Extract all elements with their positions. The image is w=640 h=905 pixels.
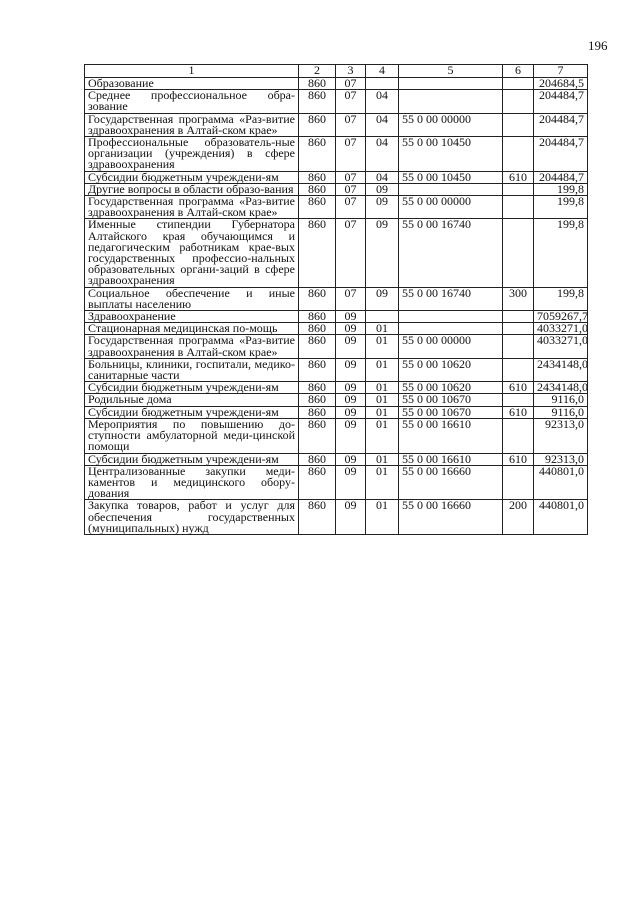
row-ved-code: 860 [299, 418, 336, 453]
row-subsection-code: 01 [366, 418, 399, 453]
row-section-code: 09 [336, 500, 366, 535]
row-ved-code: 860 [299, 196, 336, 219]
row-section-code: 09 [336, 394, 366, 406]
row-amount: 9116,0 [534, 394, 588, 406]
row-section-code: 09 [336, 323, 366, 335]
row-ved-code: 860 [299, 171, 336, 183]
row-expense-type-code [503, 323, 534, 335]
row-section-code: 09 [336, 418, 366, 453]
row-expense-type-code: 200 [503, 500, 534, 535]
row-target-code [399, 78, 503, 90]
row-ved-code: 860 [299, 219, 336, 287]
row-ved-code: 860 [299, 90, 336, 113]
row-amount: 199,8 [534, 219, 588, 287]
row-subsection-code: 04 [366, 137, 399, 172]
row-subsection-code: 04 [366, 171, 399, 183]
row-ved-code: 860 [299, 394, 336, 406]
row-expense-type-code [503, 113, 534, 136]
row-subsection-code: 01 [366, 406, 399, 418]
row-target-code: 55 0 00 16740 [399, 287, 503, 310]
row-amount: 204484,7 [534, 90, 588, 113]
row-expense-type-code: 610 [503, 406, 534, 418]
row-name: Стационарная медицинская по-мощь [85, 323, 299, 335]
row-target-code: 55 0 00 16660 [399, 500, 503, 535]
row-amount: 199,8 [534, 287, 588, 310]
row-subsection-code: 09 [366, 219, 399, 287]
row-ved-code: 860 [299, 382, 336, 394]
row-target-code: 55 0 00 16610 [399, 418, 503, 453]
table-body [85, 78, 588, 535]
row-expense-type-code [503, 311, 534, 323]
row-section-code: 07 [336, 113, 366, 136]
row-subsection-code: 01 [366, 394, 399, 406]
row-section-code: 09 [336, 335, 366, 358]
row-amount: 204484,7 [534, 171, 588, 183]
column-header: 7 [534, 65, 588, 78]
table-row [85, 196, 588, 219]
row-ved-code: 860 [299, 287, 336, 310]
row-target-code [399, 90, 503, 113]
row-amount: 4033271,0 [534, 335, 588, 358]
row-expense-type-code [503, 196, 534, 219]
row-target-code: 55 0 00 16660 [399, 465, 503, 500]
row-section-code: 07 [336, 196, 366, 219]
row-target-code: 55 0 00 10620 [399, 358, 503, 381]
row-section-code: 07 [336, 171, 366, 183]
row-ved-code: 860 [299, 311, 336, 323]
row-name: Родильные дома [85, 394, 299, 406]
row-section-code: 09 [336, 358, 366, 381]
row-subsection-code: 01 [366, 465, 399, 500]
row-expense-type-code: 610 [503, 453, 534, 465]
row-name: Социальное обеспечение и иные выплаты населению [85, 287, 299, 310]
row-amount: 199,8 [534, 196, 588, 219]
row-expense-type-code [503, 358, 534, 381]
row-name: Закупка товаров, работ и услуг для обеспечения государственных (муниципальных) нужд [85, 500, 299, 535]
row-subsection-code: 01 [366, 323, 399, 335]
row-name: Мероприятия по повышению до-ступности амбулаторной меди-цинской помощи [85, 418, 299, 453]
row-name: Больницы, клиники, госпитали, медико-санитарные части [85, 358, 299, 381]
page-number: 196 [588, 38, 608, 53]
row-subsection-code: 01 [366, 358, 399, 381]
row-ved-code: 860 [299, 113, 336, 136]
row-expense-type-code [503, 418, 534, 453]
row-ved-code: 860 [299, 500, 336, 535]
row-expense-type-code: 300 [503, 287, 534, 310]
row-subsection-code: 01 [366, 335, 399, 358]
row-name: Именные стипендии Губернатора Алтайского края обучающимся и педагогическим работникам крае-вых государственных профессио-нальных образовательных органи-заций в сфере здравоохранения [85, 219, 299, 287]
row-name: Государственная программа «Раз-витие здравоохранения в Алтай-ском крае» [85, 335, 299, 358]
row-name: Субсидии бюджетным учреждени-ям [85, 406, 299, 418]
column-header: 4 [366, 65, 399, 78]
row-subsection-code: 09 [366, 196, 399, 219]
row-target-code: 55 0 00 10620 [399, 382, 503, 394]
row-ved-code: 860 [299, 465, 336, 500]
column-header: 1 [85, 65, 299, 78]
row-ved-code: 860 [299, 323, 336, 335]
row-subsection-code: 01 [366, 382, 399, 394]
row-name: Субсидии бюджетным учреждени-ям [85, 171, 299, 183]
row-expense-type-code: 610 [503, 382, 534, 394]
row-subsection-code: 04 [366, 113, 399, 136]
row-expense-type-code [503, 219, 534, 287]
row-ved-code: 860 [299, 183, 336, 195]
row-expense-type-code [503, 137, 534, 172]
row-section-code: 09 [336, 453, 366, 465]
table-row [85, 418, 588, 453]
row-amount: 9116,0 [534, 406, 588, 418]
row-expense-type-code: 610 [503, 171, 534, 183]
table-row [85, 465, 588, 500]
column-header: 3 [336, 65, 366, 78]
table-row [85, 113, 588, 136]
row-section-code: 07 [336, 78, 366, 90]
row-section-code: 09 [336, 311, 366, 323]
row-subsection-code: 09 [366, 183, 399, 195]
row-target-code: 55 0 00 10450 [399, 171, 503, 183]
row-expense-type-code [503, 335, 534, 358]
row-subsection-code: 04 [366, 90, 399, 113]
row-subsection-code: 01 [366, 500, 399, 535]
row-amount: 92313,0 [534, 453, 588, 465]
row-amount: 92313,0 [534, 418, 588, 453]
row-amount: 204484,7 [534, 137, 588, 172]
row-amount: 4033271,0 [534, 323, 588, 335]
row-section-code: 07 [336, 137, 366, 172]
row-target-code: 55 0 00 16740 [399, 219, 503, 287]
row-name: Государственная программа «Раз-витие здравоохранения в Алтай-ском крае» [85, 113, 299, 136]
table-row [85, 500, 588, 535]
row-ved-code: 860 [299, 137, 336, 172]
row-subsection-code: 09 [366, 287, 399, 310]
row-ved-code: 860 [299, 453, 336, 465]
row-name: Субсидии бюджетным учреждени-ям [85, 453, 299, 465]
row-ved-code: 860 [299, 335, 336, 358]
row-target-code: 55 0 00 00000 [399, 335, 503, 358]
row-ved-code: 860 [299, 78, 336, 90]
row-target-code: 55 0 00 00000 [399, 113, 503, 136]
row-section-code: 07 [336, 90, 366, 113]
table-row [85, 335, 588, 358]
row-target-code: 55 0 00 16610 [399, 453, 503, 465]
row-expense-type-code [503, 465, 534, 500]
row-section-code: 09 [336, 382, 366, 394]
row-expense-type-code [503, 90, 534, 113]
row-name: Субсидии бюджетным учреждени-ям [85, 382, 299, 394]
row-amount: 440801,0 [534, 465, 588, 500]
row-amount: 204484,7 [534, 113, 588, 136]
row-target-code: 55 0 00 10670 [399, 406, 503, 418]
row-target-code [399, 311, 503, 323]
row-subsection-code: 01 [366, 453, 399, 465]
row-target-code: 55 0 00 10670 [399, 394, 503, 406]
column-header: 2 [299, 65, 336, 78]
row-section-code: 07 [336, 219, 366, 287]
row-amount: 199,8 [534, 183, 588, 195]
row-amount: 2434148,0 [534, 382, 588, 394]
row-amount: 440801,0 [534, 500, 588, 535]
row-target-code: 55 0 00 10450 [399, 137, 503, 172]
table-row [85, 90, 588, 113]
row-amount: 7059267,7 [534, 311, 588, 323]
budget-table [84, 64, 588, 535]
table-row [85, 287, 588, 310]
table-row [85, 358, 588, 381]
table-row [85, 137, 588, 172]
row-amount: 2434148,0 [534, 358, 588, 381]
row-ved-code: 860 [299, 406, 336, 418]
row-ved-code: 860 [299, 358, 336, 381]
row-name: Образование [85, 78, 299, 90]
row-name: Централизованные закупки меди-каментов и медицинского обору-дования [85, 465, 299, 500]
row-name: Государственная программа «Раз-витие здравоохранения в Алтай-ском крае» [85, 196, 299, 219]
row-name: Профессиональные образователь-ные организации (учреждения) в сфере здравоохранения [85, 137, 299, 172]
row-expense-type-code [503, 78, 534, 90]
row-name: Другие вопросы в области образо-вания [85, 183, 299, 195]
row-name: Среднее профессиональное обра-зование [85, 90, 299, 113]
column-header: 6 [503, 65, 534, 78]
column-header: 5 [399, 65, 503, 78]
row-section-code: 07 [336, 287, 366, 310]
row-section-code: 09 [336, 465, 366, 500]
row-section-code: 09 [336, 406, 366, 418]
table-row [85, 219, 588, 287]
row-target-code: 55 0 00 00000 [399, 196, 503, 219]
row-expense-type-code [503, 183, 534, 195]
table-header-row [85, 65, 588, 78]
row-amount: 204684,5 [534, 78, 588, 90]
row-name: Здравоохранение [85, 311, 299, 323]
row-section-code: 07 [336, 183, 366, 195]
